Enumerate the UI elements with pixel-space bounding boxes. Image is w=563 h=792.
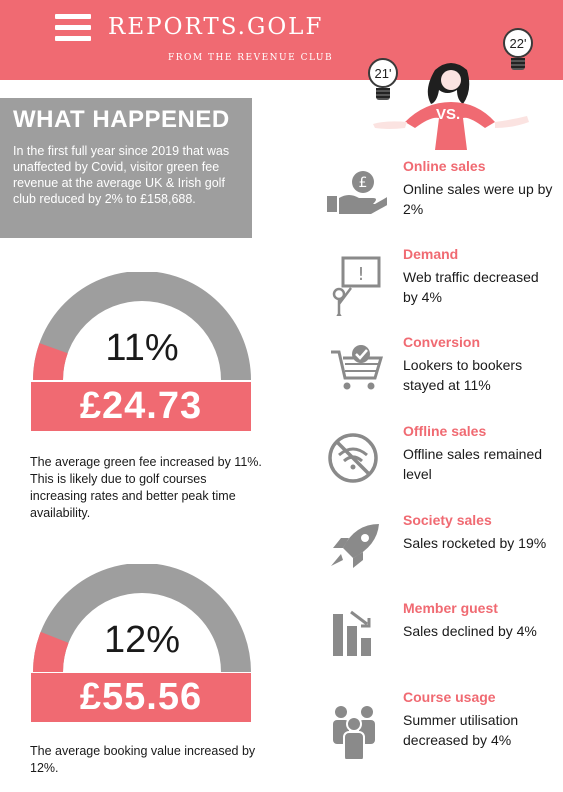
metric-title: Conversion xyxy=(403,334,481,350)
bulb-22-label: 22' xyxy=(503,28,533,58)
booking-value-amount: £55.56 xyxy=(31,673,251,722)
booking-value-percent: 12% xyxy=(103,619,181,661)
rocket-icon xyxy=(325,522,387,572)
metric-demand xyxy=(325,246,555,316)
metric-conversion xyxy=(325,334,555,404)
green-fee-amount: £24.73 xyxy=(31,382,251,431)
brand-tagline: FROM THE REVENUE CLUB xyxy=(168,53,334,63)
bulb-21-label: 21' xyxy=(368,58,398,88)
no-wifi-icon xyxy=(325,433,387,483)
cart-check-icon xyxy=(325,344,387,394)
what-happened-panel xyxy=(0,98,252,238)
metric-desc: Web traffic decreased by 4% xyxy=(403,269,539,305)
metric-course-usage xyxy=(325,689,555,759)
menu-icon[interactable] xyxy=(55,14,91,47)
metric-desc: Summer utilisation decreased by 4% xyxy=(403,712,519,748)
metric-desc: Online sales were up by 2% xyxy=(403,181,553,217)
metric-desc: Sales declined by 4% xyxy=(403,623,537,639)
bar-decline-icon xyxy=(325,610,387,660)
group-icon xyxy=(325,699,387,759)
green-fee-note: The average green fee increased by 11%. This is likely due to golf courses increasing rates and better peak time availability. xyxy=(30,455,262,520)
booking-value-note: The average booking value increased by 12%. xyxy=(30,744,256,775)
metric-title: Course usage xyxy=(403,689,496,705)
what-happened-title: WHAT HAPPENED xyxy=(13,106,230,133)
svg-text:£: £ xyxy=(358,175,368,191)
metric-title: Demand xyxy=(403,246,459,262)
metric-desc: Sales rocketed by 19% xyxy=(403,535,547,551)
metric-desc: Lookers to bookers stayed at 11% xyxy=(403,357,523,393)
pound-hand-icon xyxy=(325,168,387,218)
metric-desc: Offline sales remained level xyxy=(403,446,543,482)
metric-title: Offline sales xyxy=(403,423,487,439)
metric-online-sales xyxy=(325,158,555,228)
metric-offline-sales xyxy=(325,423,555,493)
green-fee-percent: 11% xyxy=(105,327,179,369)
metric-title: Member guest xyxy=(403,600,498,616)
woman-illustration xyxy=(365,58,535,150)
metric-title: Online sales xyxy=(403,158,486,174)
person-sign-icon xyxy=(325,246,387,316)
metric-member-guest xyxy=(325,600,555,670)
metric-society-sales xyxy=(325,512,555,582)
vs-label: VS. xyxy=(436,106,461,123)
what-happened-body: In the first full year since 2019 that was unaffected by Covid, visitor green fee revenue at the average UK & Irish golf club reduced by 2% to £158,688. xyxy=(13,144,230,206)
svg-text:!: ! xyxy=(357,264,365,285)
metric-title: Society sales xyxy=(403,512,492,528)
brand-title[interactable]: REPORTS.GOLF xyxy=(108,14,324,40)
